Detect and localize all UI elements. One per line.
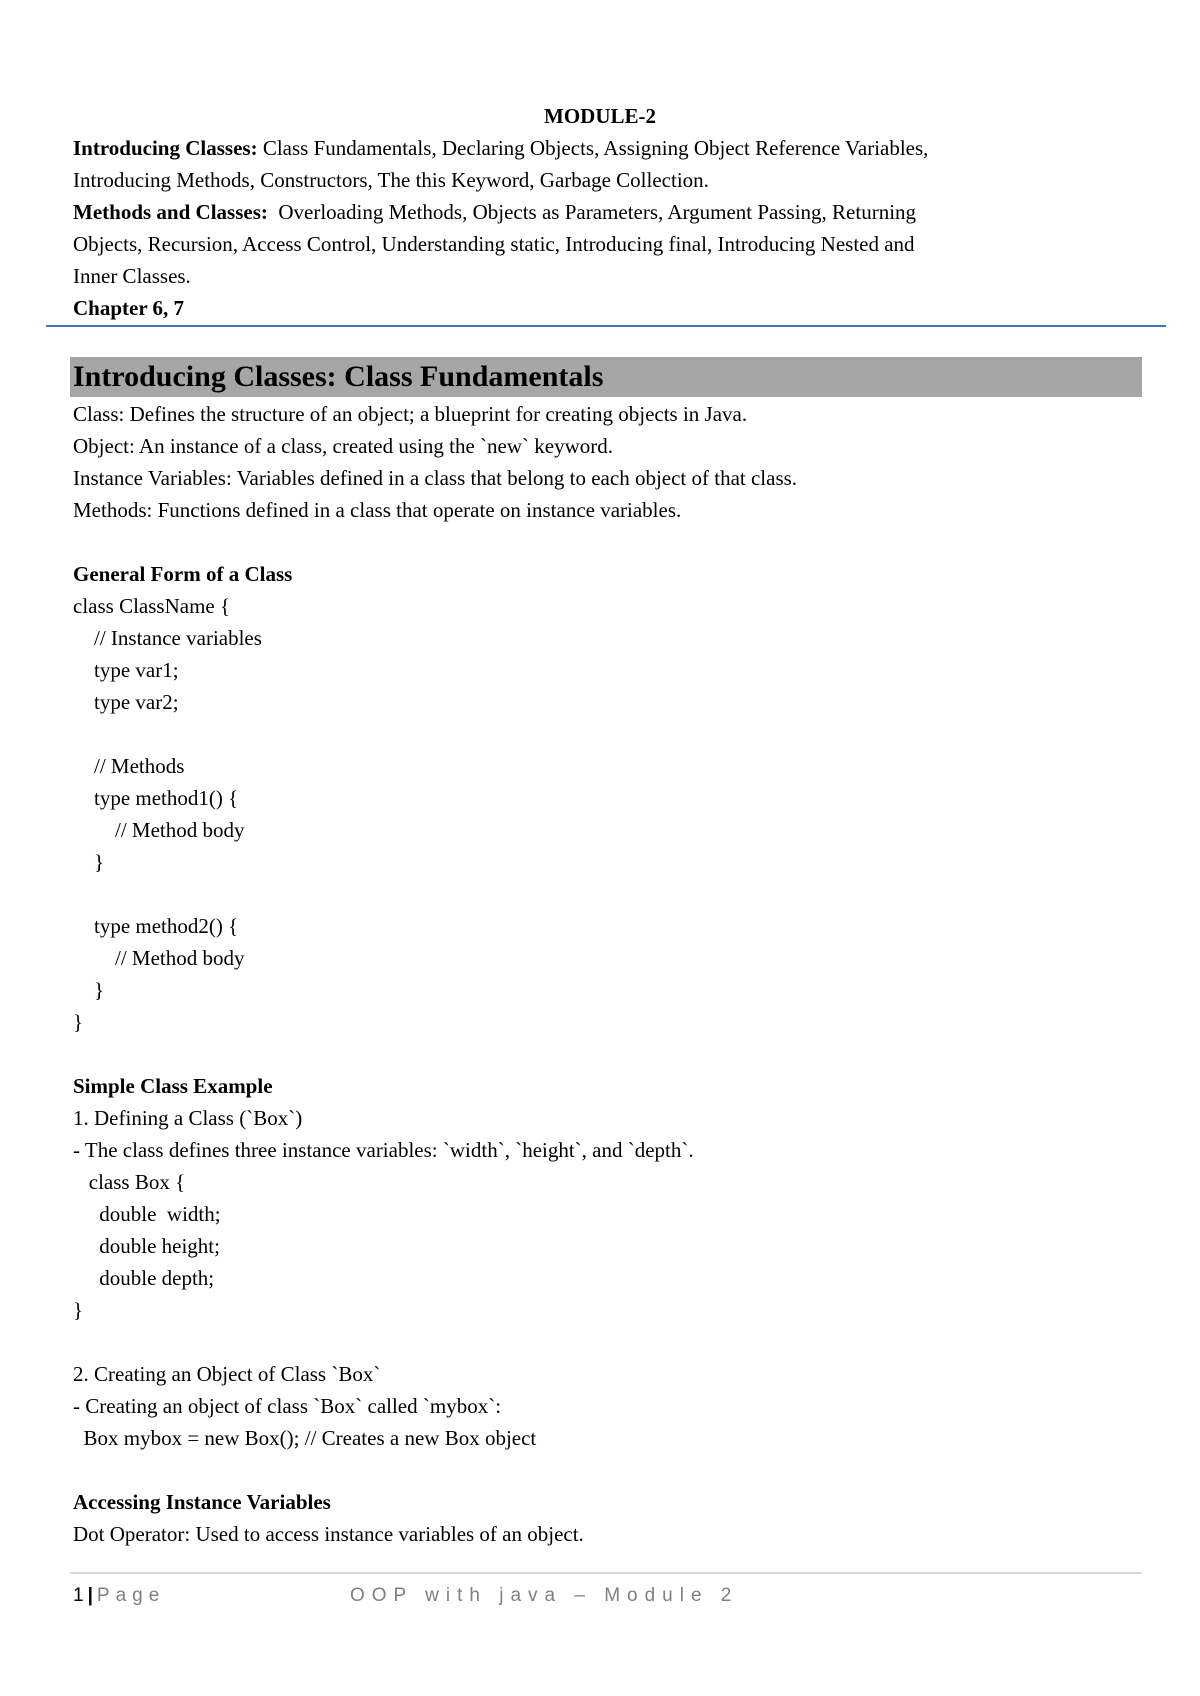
code-line: type var2; bbox=[73, 690, 179, 714]
example-line: - Creating an object of class `Box` called `mybox`: bbox=[73, 1394, 502, 1418]
example-line: double height; bbox=[73, 1234, 220, 1258]
page-number: 1 bbox=[73, 1585, 84, 1606]
footer-separator: | bbox=[87, 1585, 93, 1606]
accessing-line: Dot Operator: Used to access instance variables of an object. bbox=[73, 1522, 584, 1546]
definition-methods: Methods: Functions defined in a class that operate on instance variables. bbox=[73, 498, 682, 522]
example-line: double width; bbox=[73, 1202, 221, 1226]
module-title: MODULE-2 bbox=[544, 104, 656, 128]
code-line: class ClassName { bbox=[73, 594, 231, 618]
methods-label: Methods and Classes: bbox=[73, 200, 268, 224]
page-label: Page bbox=[96, 1585, 166, 1606]
footer-divider bbox=[70, 1572, 1142, 1574]
methods-topics-line-1 bbox=[73, 196, 916, 228]
intro-topics-line-2: Introducing Methods, Constructors, The this Keyword, Garbage Collection. bbox=[73, 168, 709, 192]
intro-topics-line-1 bbox=[73, 132, 928, 164]
code-line: // Methods bbox=[73, 754, 185, 778]
example-line: double depth; bbox=[73, 1266, 215, 1290]
definition-class: Class: Defines the structure of an object; a blueprint for creating objects in Java. bbox=[73, 402, 748, 426]
chapter-label: Chapter 6, 7 bbox=[73, 296, 185, 320]
example-line: 2. Creating an Object of Class `Box` bbox=[73, 1362, 381, 1386]
definition-instance-variables: Instance Variables: Variables defined in a class that belong to each object of that class. bbox=[73, 466, 798, 490]
code-line: // Instance variables bbox=[73, 626, 262, 650]
example-line: Box mybox = new Box(); // Creates a new Box object bbox=[73, 1426, 537, 1450]
section-heading: Introducing Classes: Class Fundamentals bbox=[73, 360, 604, 393]
intro-label: Introducing Classes: bbox=[73, 136, 258, 160]
definition-object: Object: An instance of a class, created using the `new` keyword. bbox=[73, 434, 613, 458]
methods-topics-line-3: Inner Classes. bbox=[73, 264, 191, 288]
simple-example-heading: Simple Class Example bbox=[73, 1074, 273, 1098]
code-line: type method1() { bbox=[73, 786, 239, 810]
code-line: } bbox=[73, 978, 105, 1002]
example-line: 1. Defining a Class (`Box`) bbox=[73, 1106, 303, 1130]
example-line: class Box { bbox=[73, 1170, 186, 1194]
code-line: // Method body bbox=[73, 946, 245, 970]
intro-topics-text-1: Class Fundamentals, Declaring Objects, Assigning Object Reference Variables, bbox=[257, 136, 929, 160]
footer-page-indicator bbox=[73, 1582, 165, 1610]
header-divider bbox=[46, 325, 1166, 327]
footer-doc-title: OOP with java – Module 2 bbox=[350, 1585, 739, 1606]
example-line: - The class defines three instance variables: `width`, `height`, and `depth`. bbox=[73, 1138, 694, 1162]
code-line: } bbox=[73, 1010, 84, 1034]
code-line: } bbox=[73, 850, 105, 874]
example-line: } bbox=[73, 1298, 84, 1322]
methods-topics-text-1: Overloading Methods, Objects as Parameters, Argument Passing, Returning bbox=[267, 200, 917, 224]
code-line: type method2() { bbox=[73, 914, 239, 938]
code-line: type var1; bbox=[73, 658, 179, 682]
methods-topics-line-2: Objects, Recursion, Access Control, Understanding static, Introducing final, Introducing Nested and bbox=[73, 232, 915, 256]
accessing-heading: Accessing Instance Variables bbox=[73, 1490, 331, 1514]
code-line: // Method body bbox=[73, 818, 245, 842]
general-form-heading: General Form of a Class bbox=[73, 562, 293, 586]
